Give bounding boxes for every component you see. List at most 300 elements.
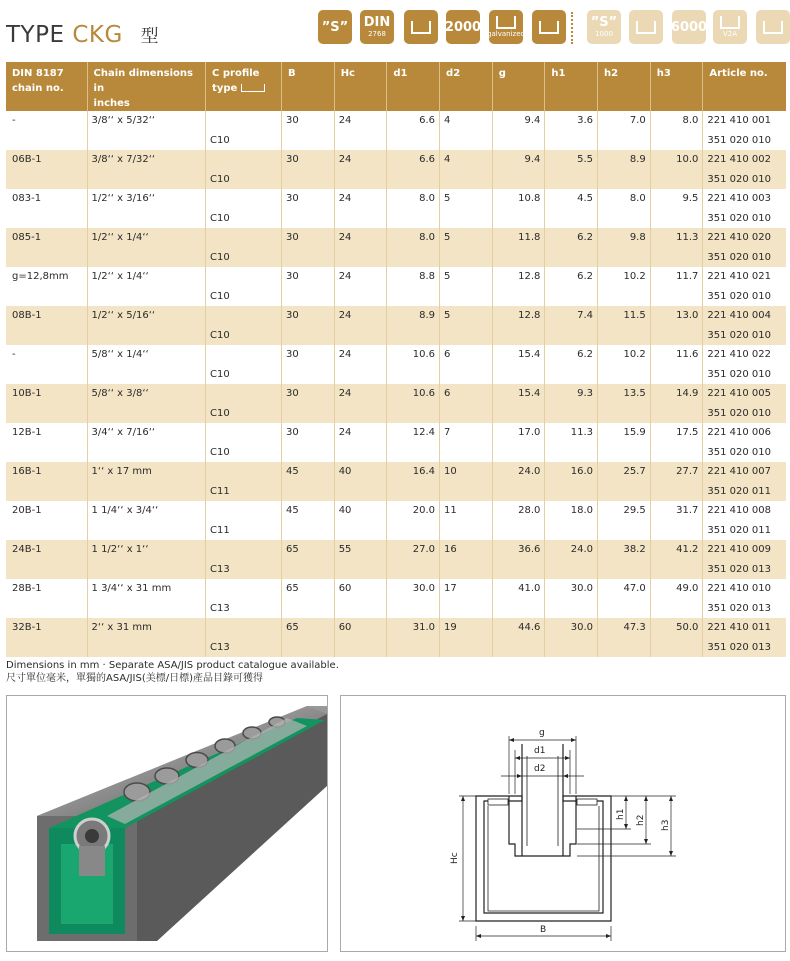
cell-empty [387,287,440,307]
table-row [6,267,786,287]
cell-empty [598,521,651,541]
cell-empty [492,170,545,190]
title-model: CKG [72,22,123,48]
table-row-continuation [6,248,786,268]
cell-art2: 351 020 010 [703,131,786,151]
cell-profile: C11 [206,521,282,541]
cell-Hc: 24 [334,228,387,248]
cell-art1: 221 410 010 [703,579,786,599]
cell-B: 65 [282,579,335,599]
cell-h2: 13.5 [598,384,651,404]
cell-empty [545,365,598,385]
icon-separator [571,12,575,44]
cell-d2: 6 [440,384,493,404]
cell-empty [440,638,493,658]
cell-h1: 6.2 [545,228,598,248]
cell-empty [598,170,651,190]
cell-empty [545,521,598,541]
cell-empty [387,326,440,346]
cell-profile [206,540,282,560]
cell-empty [334,326,387,346]
cell-d1: 20.0 [387,501,440,521]
cell-g: 17.0 [492,423,545,443]
cell-g: 11.8 [492,228,545,248]
cell-d1: 10.6 [387,345,440,365]
cell-empty [440,365,493,385]
cell-empty [334,404,387,424]
cell-g: 28.0 [492,501,545,521]
cell-dim: 1/2‘‘ x 3/16‘‘ [87,189,206,209]
cell-dim: 1 1/2‘‘ x 1‘‘ [87,540,206,560]
cell-empty [650,521,703,541]
cell-empty [87,638,206,658]
header-g: g [492,62,545,111]
cell-empty [545,131,598,151]
cell-h2: 15.9 [598,423,651,443]
cell-B: 30 [282,189,335,209]
cell-profile: C10 [206,326,282,346]
cell-chain: 24B-1 [6,540,87,560]
cell-dim: 3/8‘‘ x 7/32‘‘ [87,150,206,170]
cell-g: 44.6 [492,618,545,638]
cell-chain: 06B-1 [6,150,87,170]
cell-empty [6,287,87,307]
cell-empty [6,170,87,190]
cell-d2: 6 [440,345,493,365]
cell-dim: 1/2‘‘ x 1/4‘‘ [87,228,206,248]
cell-empty [387,560,440,580]
cell-chain: 083-1 [12,193,42,205]
cell-art2: 351 020 013 [703,599,786,619]
s-profile-icon: ”S” [318,10,352,44]
cell-profile: C10 [206,404,282,424]
label-d1: d1 [534,746,546,756]
cell-empty [334,560,387,580]
cell-empty [87,560,206,580]
cell-empty [6,209,87,229]
cell-empty [282,599,335,619]
page-title [6,22,159,48]
cell-empty [387,404,440,424]
cell-empty [387,131,440,151]
table-row [6,618,786,638]
cell-dim: 1/2‘‘ x 5/16‘‘ [87,306,206,326]
cell-empty [282,560,335,580]
cell-empty [492,209,545,229]
cell-empty [650,248,703,268]
cell-empty [598,209,651,229]
cell-h2: 9.8 [598,228,651,248]
table-row [6,540,786,560]
cell-d1: 6.6 [387,111,440,131]
cell-art2: 351 020 010 [703,443,786,463]
cell-profile [206,267,282,287]
cell-g: 15.4 [492,384,545,404]
cell-h1: 3.6 [545,111,598,131]
cell-empty [650,170,703,190]
cell-h3: 14.9 [650,384,703,404]
cell-art2: 351 020 010 [703,404,786,424]
header-article-no: Article no. [703,62,786,111]
cell-chain: 12B-1 [12,427,42,439]
cell-d2: 10 [440,462,493,482]
cell-empty [598,404,651,424]
cell-empty [282,170,335,190]
cell-empty [440,209,493,229]
cell-empty [87,209,206,229]
cell-empty [650,287,703,307]
table-row-continuation [6,404,786,424]
table-header-row [6,62,786,111]
cell-art1: 221 410 021 [703,267,786,287]
cell-empty [6,638,87,658]
table-row-continuation [6,599,786,619]
cell-empty [440,170,493,190]
cell-empty [650,638,703,658]
header-b: B [282,62,335,111]
cell-profile [206,501,282,521]
title-type-word: TYPE [6,22,65,48]
cell-empty [87,248,206,268]
label-h3: h3 [661,819,671,831]
footnote-english: Dimensions in mm · Separate ASA/JIS product catalogue available. [6,660,339,671]
cell-B: 30 [282,423,335,443]
cell-profile [206,150,282,170]
cell-h1: 16.0 [545,462,598,482]
cell-h2: 7.0 [598,111,651,131]
cell-empty [492,131,545,151]
cell-art1: 221 410 007 [703,462,786,482]
cell-empty [440,560,493,580]
cell-d1: 10.6 [387,384,440,404]
cell-art2: 351 020 010 [703,170,786,190]
header-chain-no: DIN 8187 chain no. [6,62,87,111]
cell-d2: 5 [440,267,493,287]
cell-empty [545,404,598,424]
cell-profile [206,384,282,404]
cell-empty [334,248,387,268]
cell-art2: 351 020 011 [703,482,786,502]
cell-art1: 221 410 009 [703,540,786,560]
profile-cut-icon [404,10,438,44]
galvanized-icon: galvanized [489,10,523,44]
table-row-continuation [6,131,786,151]
cell-h2: 10.2 [598,267,651,287]
cell-empty [87,404,206,424]
cell-d2: 7 [440,423,493,443]
cell-profile: C13 [206,599,282,619]
cell-empty [545,560,598,580]
cell-empty [440,521,493,541]
header-h3: h3 [650,62,703,111]
cell-empty [387,482,440,502]
cell-B: 30 [282,267,335,287]
cell-d2: 16 [440,540,493,560]
title-cjk: 型 [140,26,160,47]
cell-empty [492,482,545,502]
cell-empty [492,248,545,268]
cell-g: 9.4 [492,111,545,131]
cell-empty [387,209,440,229]
table-row-continuation [6,287,786,307]
cell-empty [650,599,703,619]
cell-empty [334,170,387,190]
cell-art2: 351 020 010 [703,365,786,385]
cell-empty [282,638,335,658]
cell-empty [87,443,206,463]
cell-h2: 8.9 [598,150,651,170]
cell-B: 30 [282,150,335,170]
cell-h1: 18.0 [545,501,598,521]
cell-chain: 08B-1 [6,306,87,326]
cell-empty [87,170,206,190]
cell-empty [545,248,598,268]
cell-empty [6,365,87,385]
label-h1: h1 [616,808,626,820]
cell-empty [598,326,651,346]
cell-empty [492,599,545,619]
header-h1: h1 [545,62,598,111]
cell-empty [598,248,651,268]
cell-profile: C11 [206,482,282,502]
cell-empty [282,482,335,502]
cell-g: 15.4 [492,345,545,365]
cell-art2: 351 020 013 [703,560,786,580]
cell-chain: 10B-1 [6,384,87,404]
cell-profile [206,189,282,209]
cell-d1: 30.0 [387,579,440,599]
cell-profile: C10 [206,248,282,268]
cell-h3: 8.0 [650,111,703,131]
cell-dim: 5/8‘‘ x 1/4‘‘ [87,345,206,365]
cell-profile [206,345,282,365]
cell-art1: 221 410 002 [703,150,786,170]
profile-dimension-drawing [340,695,786,952]
cell-art1: 221 410 020 [703,228,786,248]
cell-empty [6,404,87,424]
cell-empty [6,443,87,463]
cell-chain: 16B-1 [6,462,87,482]
footnote [6,659,339,685]
cell-empty [440,482,493,502]
cell-h3: 11.6 [650,345,703,365]
cell-empty [387,248,440,268]
cell-empty [334,365,387,385]
cell-h3: 11.7 [650,267,703,287]
label-h2: h2 [636,814,646,826]
cell-h1: 30.0 [545,579,598,599]
cell-art2: 351 020 011 [703,521,786,541]
cell-chain: 28B-1 [12,583,42,595]
cell-h1: 11.3 [545,423,598,443]
cell-B: 65 [282,540,335,560]
cell-dim: 1 3/4‘‘ x 31 mm [87,579,206,599]
cell-empty [387,365,440,385]
v2a-icon: V2A [713,10,747,44]
cell-Hc: 55 [334,540,387,560]
cell-empty [545,287,598,307]
cell-empty [440,404,493,424]
table-row-continuation [6,365,786,385]
cell-profile [206,618,282,638]
cell-dim: 5/8‘‘ x 3/8‘‘ [87,384,206,404]
cell-empty [650,560,703,580]
cell-h2: 47.0 [598,579,651,599]
cell-empty [334,521,387,541]
cell-h1: 5.5 [545,150,598,170]
table-row-continuation [6,521,786,541]
cell-d1: 8.9 [387,306,440,326]
cell-profile [206,579,282,599]
cell-empty [650,209,703,229]
cell-empty [650,443,703,463]
specification-table [6,62,786,657]
cell-d1: 8.0 [387,189,440,209]
cell-empty [598,560,651,580]
cell-empty [87,287,206,307]
cell-empty [440,248,493,268]
cell-empty [87,482,206,502]
cell-g: 9.4 [492,150,545,170]
table-row [6,111,786,131]
cell-empty [334,209,387,229]
table-row [6,501,786,521]
cell-empty [387,521,440,541]
cell-profile: C13 [206,560,282,580]
cell-Hc: 24 [334,189,387,209]
cell-empty [650,326,703,346]
cell-h1: 30.0 [545,618,598,638]
table-row [6,228,786,248]
cell-h2: 11.5 [598,306,651,326]
cell-art1: 221 410 001 [703,111,786,131]
table-row [6,345,786,365]
cell-empty [492,443,545,463]
cell-empty [440,287,493,307]
header-chain-dimensions: Chain dimensions in inches [87,62,206,111]
cell-h2: 38.2 [598,540,651,560]
cell-art1: 221 410 005 [703,384,786,404]
cell-chain: 20B-1 [12,505,42,517]
table-row [6,423,786,443]
profile-bracket-icon [241,84,265,92]
cell-g: 24.0 [492,462,545,482]
cell-profile: C10 [206,287,282,307]
cell-Hc: 40 [334,462,387,482]
cell-h2: 47.3 [598,618,651,638]
cell-B: 30 [282,228,335,248]
cell-profile: C10 [206,443,282,463]
length-2000-icon: 2000 [446,10,480,44]
cell-d1: 16.4 [387,462,440,482]
cell-empty [6,248,87,268]
cell-art1: 221 410 004 [703,306,786,326]
cell-empty [282,287,335,307]
cell-d1: 31.0 [387,618,440,638]
cell-art2: 351 020 010 [703,209,786,229]
din-icon: DIN 2768 [360,10,394,44]
cell-g: 12.8 [492,267,545,287]
cell-h1: 9.3 [545,384,598,404]
cell-h3: 11.3 [650,228,703,248]
cell-d2: 5 [440,306,493,326]
cell-h3: 9.5 [650,189,703,209]
cell-g: 36.6 [492,540,545,560]
cell-empty [598,638,651,658]
cell-Hc: 60 [334,579,387,599]
cell-art1: 221 410 011 [703,618,786,638]
table-row [6,150,786,170]
cell-empty [282,404,335,424]
label-hc: Hc [450,852,460,864]
cell-empty [492,287,545,307]
cell-empty [282,521,335,541]
cell-h3: 10.0 [650,150,703,170]
cell-empty [387,599,440,619]
cell-art2: 351 020 010 [703,287,786,307]
cell-empty [650,404,703,424]
cell-empty [87,326,206,346]
cell-empty [440,326,493,346]
cell-empty [334,443,387,463]
cell-empty [440,131,493,151]
label-g: g [539,728,545,738]
table-row-continuation [6,326,786,346]
cell-art1: 221 410 008 [703,501,786,521]
cell-art1: 221 410 006 [703,423,786,443]
cell-B: 30 [282,345,335,365]
cell-profile: C10 [206,209,282,229]
cell-h2: 29.5 [598,501,651,521]
cell-d1: 6.6 [387,150,440,170]
header-h2: h2 [598,62,651,111]
cell-art1: 221 410 022 [703,345,786,365]
cell-h3: 13.0 [650,306,703,326]
cell-h2: 8.0 [598,189,651,209]
cell-empty [387,443,440,463]
cell-B: 45 [282,501,335,521]
table-row-continuation [6,443,786,463]
cell-d2: 11 [440,501,493,521]
cell-d2: 4 [440,150,493,170]
cell-d2: 5 [440,228,493,248]
cell-chain: g=12,8mm [12,271,69,283]
cell-empty [334,287,387,307]
cell-empty [387,638,440,658]
cell-empty [282,326,335,346]
cell-g: 12.8 [492,306,545,326]
cell-h1: 6.2 [545,267,598,287]
cell-h1: 7.4 [545,306,598,326]
cell-empty [6,521,87,541]
cell-empty [87,365,206,385]
cell-B: 30 [282,111,335,131]
cell-empty [334,638,387,658]
cell-profile: C10 [206,365,282,385]
cell-Hc: 24 [334,423,387,443]
cell-empty [6,326,87,346]
cell-empty [334,599,387,619]
cell-empty [650,365,703,385]
cell-B: 45 [282,462,335,482]
cell-empty [282,131,335,151]
cell-empty [87,131,206,151]
cell-empty [545,443,598,463]
cell-h3: 27.7 [650,462,703,482]
cell-empty [387,170,440,190]
cell-d2: 17 [440,579,493,599]
cell-Hc: 24 [334,150,387,170]
